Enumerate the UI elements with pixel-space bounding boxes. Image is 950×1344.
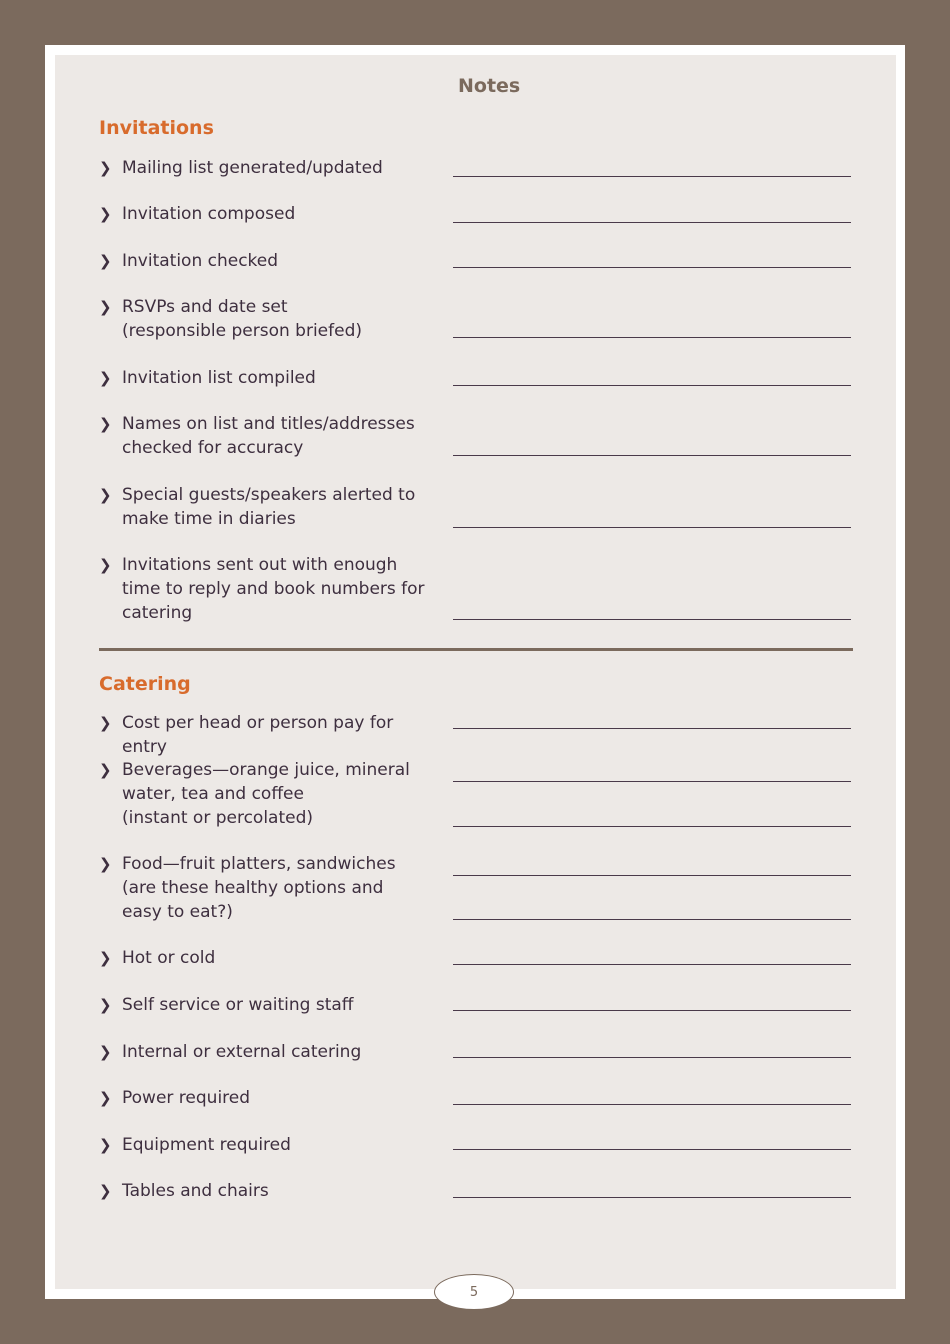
notes-line[interactable] [453,919,851,920]
list-item: ❯ Power required [99,1088,251,1108]
notes-heading: Notes [458,75,521,97]
chevron-right-icon: ❯ [99,159,112,177]
notes-line[interactable] [453,964,851,965]
notes-line[interactable] [453,1149,851,1150]
chevron-right-icon: ❯ [99,369,112,387]
notes-line[interactable] [453,728,851,729]
list-item: ❯ Hot or cold [99,948,216,968]
invitations-title: Invitations [99,117,214,139]
notes-line[interactable] [453,619,851,620]
notes-line[interactable] [453,385,851,386]
chevron-right-icon: ❯ [99,949,112,967]
chevron-right-icon: ❯ [99,714,112,732]
list-item: ❯ RSVPs and date set (responsible person briefed) [99,297,362,341]
list-item: ❯ Invitation composed [99,204,296,224]
chevron-right-icon: ❯ [99,1136,112,1154]
notes-line[interactable] [453,527,851,528]
list-item: ❯ Cost per head or person pay for entry [99,713,394,757]
notes-line[interactable] [453,1104,851,1105]
list-item: ❯ Invitation checked [99,251,279,271]
chevron-right-icon: ❯ [99,252,112,270]
notes-line[interactable] [453,337,851,338]
notes-line[interactable] [453,1057,851,1058]
list-item: ❯ Special guests/speakers alerted to make time in diaries [99,485,416,529]
notes-line[interactable] [453,455,851,456]
notes-line[interactable] [453,875,851,876]
list-item: ❯ Mailing list generated/updated [99,158,383,178]
list-item: ❯ Beverages—orange juice, mineral water, tea and coffee (instant or percolated) [99,760,410,828]
chevron-right-icon: ❯ [99,298,112,316]
chevron-right-icon: ❯ [99,1043,112,1061]
list-item: ❯ Tables and chairs [99,1181,269,1201]
notes-line[interactable] [453,826,851,827]
chevron-right-icon: ❯ [99,556,112,574]
list-item: ❯ Food—fruit platters, sandwiches (are these healthy options and easy to eat?) [99,854,396,922]
chevron-right-icon: ❯ [99,205,112,223]
notes-line[interactable] [453,222,851,223]
chevron-right-icon: ❯ [99,996,112,1014]
chevron-right-icon: ❯ [99,1089,112,1107]
notes-line[interactable] [453,1197,851,1198]
list-item: ❯ Equipment required [99,1135,291,1155]
chevron-right-icon: ❯ [99,415,112,433]
chevron-right-icon: ❯ [99,855,112,873]
chevron-right-icon: ❯ [99,761,112,779]
chevron-right-icon: ❯ [99,1182,112,1200]
chevron-right-icon: ❯ [99,486,112,504]
list-item: ❯ Invitation list compiled [99,368,316,388]
notes-line[interactable] [453,1010,851,1011]
page-number: 5 [434,1274,514,1310]
list-item: ❯ Self service or waiting staff [99,995,354,1015]
list-item: ❯ Internal or external catering [99,1042,362,1062]
list-item: ❯ Names on list and titles/addresses checked for accuracy [99,414,415,458]
notes-line[interactable] [453,781,851,782]
notes-line[interactable] [453,267,851,268]
notes-line[interactable] [453,176,851,177]
list-item: ❯ Invitations sent out with enough time to reply and book numbers for catering [99,555,425,623]
section-divider [99,648,853,651]
catering-title: Catering [99,673,191,695]
